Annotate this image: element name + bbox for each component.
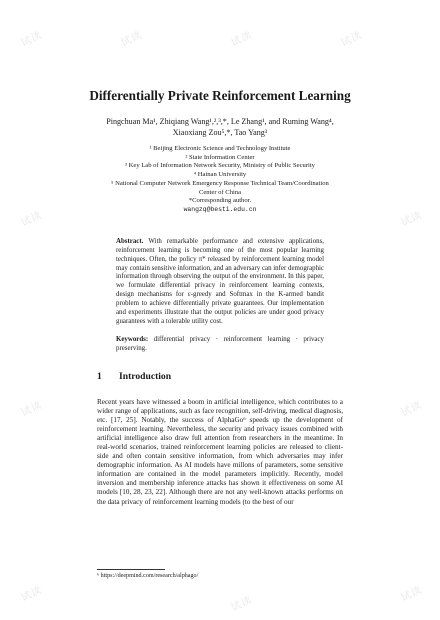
section-number: 1 xyxy=(97,371,102,382)
watermark: 试读 xyxy=(399,399,425,419)
corresponding-note: *Corresponding author. xyxy=(188,197,252,205)
watermark: 试读 xyxy=(19,209,45,229)
watermark: 试读 xyxy=(399,209,425,229)
author-email[interactable]: wangzq@besti.edu.cn xyxy=(183,205,257,213)
watermark: 试读 xyxy=(19,29,45,49)
paper-title: Differentially Private Reinforcement Learning xyxy=(89,88,351,103)
watermark: 试读 xyxy=(229,29,255,49)
author-line: Pingchuan Ma¹, Zhiqiang Wang¹,²,³,*, Le Zhang¹, and Ruming Wang⁴, xyxy=(106,117,334,126)
affiliation: ⁴ Hainan University xyxy=(193,171,247,179)
affiliation: Center of China xyxy=(198,188,242,196)
footnote-rule xyxy=(97,569,165,570)
section-heading xyxy=(97,371,171,382)
keywords-label: Keywords: xyxy=(116,336,149,343)
watermark: 试读 xyxy=(339,29,365,49)
watermark: 试读 xyxy=(229,594,255,614)
affiliation: ¹ Beijing Electronic Science and Technology Institute xyxy=(149,145,291,152)
keywords-text: differential privacy · reinforcement learning · privacy preserving. xyxy=(116,336,324,352)
affiliation: ² State Information Center xyxy=(185,153,255,161)
watermark: 试读 xyxy=(19,584,45,604)
watermark: 试读 xyxy=(19,399,45,419)
watermark: 试读 xyxy=(119,29,145,49)
author-list xyxy=(70,117,370,138)
affiliation-list xyxy=(60,145,380,215)
author-line: Xiaoxiang Zou⁵,*, Tao Yang³ xyxy=(172,127,268,137)
keywords xyxy=(116,336,324,354)
watermark: 试读 xyxy=(399,584,425,604)
affiliation: ⁵ National Computer Network Emergency Response Technical Team/Coordination xyxy=(111,179,329,187)
footnote: ⁶ https://deepmind.com/research/alphago/ xyxy=(97,573,199,579)
abstract xyxy=(116,238,324,326)
abstract-label: Abstract. xyxy=(116,238,144,245)
affiliation: ³ Key Lab of Information Network Security, Ministry of Public Security xyxy=(125,162,315,170)
section-body: Recent years have witnessed a boom in artificial intelligence, which contributes to a wider range of applications, such as face recognition, self-driving, medical diagnosis, etc. [17, 25]. Notably, the success of AlphaGo⁶ speeds up the development of reinforcement learning. Nevertheless, the security and privacy issues combined with artificial intelligence also draw full attention from researchers in the meantime. In real-world scenarios, trained reinforcement learning policies are released to client-side and often contain sensitive information, from which adversaries may infer demographic information. As AI models have millons of parameters, some sensitive information are contained in the model parameters implicitly. Recently, model inversion and membership inference attacks has shown it effectiveness on some AI models [10, 28, 23, 22]. Although there are not any well-known attacks performs on the data privacy of reinforcement learning models (to the best of our xyxy=(97,398,343,506)
section-title: Introduction xyxy=(119,371,172,382)
abstract-text: With remarkable performance and extensive applications, reinforcement learning is becoming one of the most popular learning techniques. Often, the policy π* released by reinforcement learning model may contain sensitive information, and an adversary can infer demographic information through observing the output of the environment. In this paper, we formulate differential privacy in reinforcement learning contexts, design mechanisms for ε-greedy and Softmax in the K-armed bandit problem to achieve differentially private guarantees. Our implementation and experiments illustrate that the output policies are under good privacy guarantees with a tolerable utility cost. xyxy=(116,238,324,325)
